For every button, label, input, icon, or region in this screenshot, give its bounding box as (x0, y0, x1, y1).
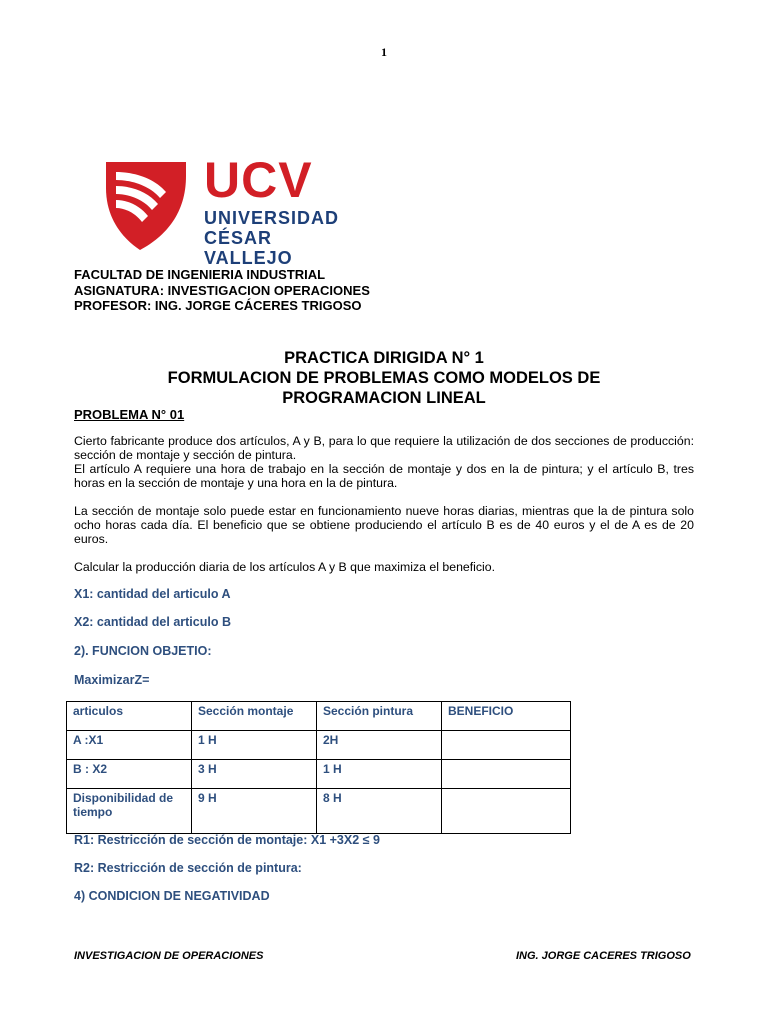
document-title (0, 348, 768, 408)
logo-ucv-text: UCV (204, 152, 313, 208)
table-cell: A :X1 (67, 731, 192, 760)
negativity-heading: 4) CONDICION DE NEGATIVIDAD (74, 889, 270, 903)
professor-line: PROFESOR: ING. JORGE CÁCERES TRIGOSO (74, 298, 362, 313)
table-header-row (67, 702, 571, 731)
faculty-line: FACULTAD DE INGENIERIA INDUSTRIAL (74, 267, 326, 282)
table-header-cell: Sección pintura (317, 702, 442, 731)
restriction-r2: R2: Restricción de sección de pintura: (74, 861, 302, 875)
table-row (67, 760, 571, 789)
table-cell: 9 H (192, 789, 317, 834)
problem-paragraph-1b: El artículo A requiere una hora de trabajo en la sección de montaje y dos en la de pintura; y el artículo B, tres horas en la sección de montaje y una hora en la de pintura. (74, 462, 694, 490)
table-row (67, 789, 571, 834)
title-line-3: PROGRAMACION LINEAL (282, 389, 486, 407)
table-cell (442, 760, 571, 789)
logo-universidad-text: UNIVERSIDAD (204, 208, 340, 228)
ucv-shield-icon (104, 158, 199, 253)
ucv-logo (104, 152, 340, 268)
footer-left: INVESTIGACION DE OPERACIONES (74, 950, 264, 962)
restriction-r1: R1: Restricción de sección de montaje: X1 +3X2 ≤ 9 (74, 833, 380, 847)
table-cell: Disponibilidad de tiempo (67, 789, 192, 834)
footer-right: ING. JORGE CACERES TRIGOSO (516, 950, 691, 962)
table-row (67, 731, 571, 760)
table-cell: 8 H (317, 789, 442, 834)
variable-x2: X2: cantidad del articulo B (74, 615, 231, 629)
problem-paragraph-1 (74, 434, 694, 490)
table-cell: 2H (317, 731, 442, 760)
table-cell: B : X2 (67, 760, 192, 789)
table-cell: 1 H (317, 760, 442, 789)
problem-paragraph-1a: Cierto fabricante produce dos artículos, A y B, para lo que requiere la utilización de dos secciones de producción: sección de montaje y sección de pintura. (74, 434, 694, 462)
variable-x1: X1: cantidad del articulo A (74, 587, 231, 601)
maximize-line: MaximizarZ= (74, 673, 150, 687)
logo-cesar-vallejo-text: CÉSAR VALLEJO (204, 228, 293, 268)
data-table (66, 701, 571, 834)
table-cell: 1 H (192, 731, 317, 760)
table-cell: 3 H (192, 760, 317, 789)
page-number: 1 (381, 45, 387, 59)
title-line-2: FORMULACION DE PROBLEMAS COMO MODELOS DE (167, 369, 601, 387)
table-header-cell: BENEFICIO (442, 702, 571, 731)
title-line-1: PRACTICA DIRIGIDA N° 1 (284, 349, 484, 367)
subject-line: ASIGNATURA: INVESTIGACION OPERACIONES (74, 282, 370, 298)
table-header-cell: Sección montaje (192, 702, 317, 731)
problem-heading: PROBLEMA N° 01 (74, 407, 185, 422)
table-header-cell: articulos (67, 702, 192, 731)
table-cell (442, 731, 571, 760)
objective-heading: 2). FUNCION OBJETIO: (74, 644, 212, 658)
table-cell (442, 789, 571, 834)
document-header (74, 267, 370, 314)
problem-paragraph-3: Calcular la producción diaria de los artículos A y B que maximiza el beneficio. (74, 560, 496, 574)
problem-paragraph-2: La sección de montaje solo puede estar en funcionamiento nueve horas diarias, mientras que la de pintura solo ocho horas cada día. El beneficio que se obtiene produciendo el artículo B es de 40 euros y el de A es de 20 euros. (74, 504, 694, 546)
